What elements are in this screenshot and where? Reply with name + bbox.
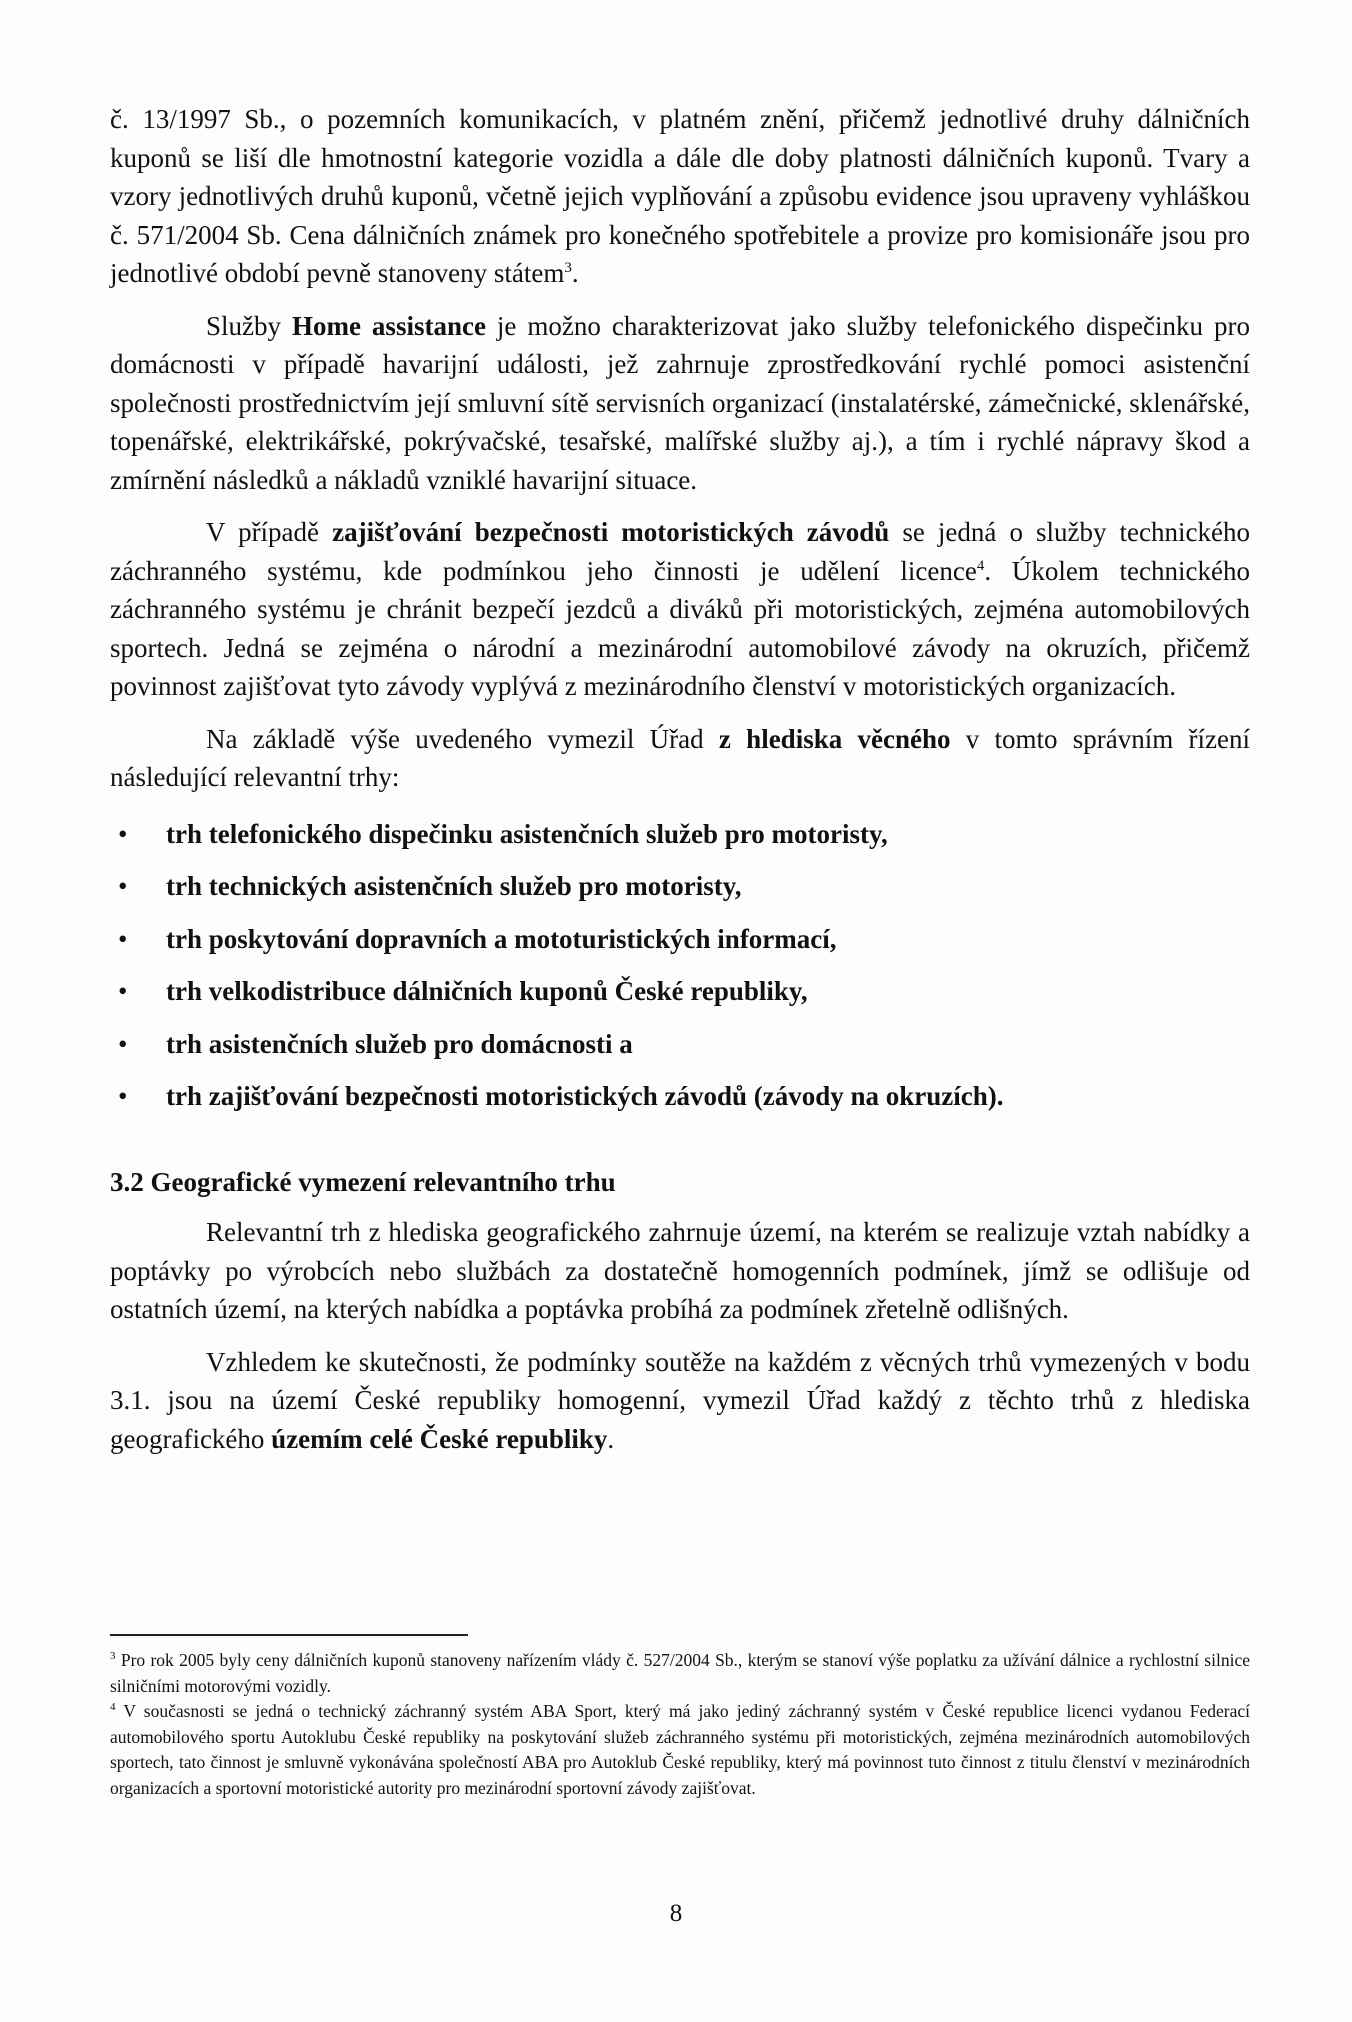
market-list-item <box>110 1025 1250 1063</box>
footnote-text: V současnosti se jedná o technický záchranný systém ABA Sport, který má jako jediný záchranný systém v České republice licenci vydanou Federací automobilového sportu Autoklubu České republiky na poskytování služeb záchranného systému při motoristických, zejména mezinárodních automobilových sportech, tato činnost je smluvně vykonávána společností ABA pro Autoklub České republiky, který má povinnost tuto činnost z titulu členství v mezinárodních organizacích a sportovní motoristické autority pro mezinárodní sportovní závody zajišťovat. <box>110 1701 1250 1798</box>
paragraph-text: se jedná o služby technického záchranného systému, kde podmínkou jeho činnosti je udělení licence <box>110 517 1250 586</box>
emphasis-text: zajišťování bezpečnosti motoristických závodů <box>332 517 890 547</box>
market-label: trh asistenčních služeb pro domácnosti a <box>166 1028 633 1059</box>
market-label: trh poskytování dopravních a mototuristických informací, <box>166 923 837 954</box>
footnotes <box>110 1648 1250 1801</box>
footnote-reference: 4 <box>976 557 985 574</box>
market-label: trh technických asistenčních služeb pro motoristy, <box>166 871 742 901</box>
market-label: trh zajišťování bezpečnosti motoristických závodů (závody na okruzích). <box>166 1081 1004 1111</box>
emphasis-text: z hlediska věcného <box>718 723 951 754</box>
page-body <box>110 100 1250 1458</box>
page-number: 8 <box>669 1900 683 1927</box>
paragraph <box>110 100 1250 293</box>
paragraph-text: . <box>571 258 579 288</box>
paragraph-gap <box>110 499 1250 513</box>
bullet-icon: • <box>118 818 128 849</box>
footnote-separator <box>110 1634 468 1636</box>
market-list-item <box>110 972 1250 1010</box>
paragraph-text: Vzhledem ke skutečnosti, že podmínky soutěže na každém z věcných trhů vymezených v bodu 3.1. jsou na území České republiky homogenní, vymezil Úřad každý z těchto trhů z hlediska geografického <box>110 1346 1250 1454</box>
bullet-icon: • <box>118 871 128 901</box>
paragraph-text: č. 13/1997 Sb., o pozemních komunikacích, v platném znění, přičemž jednotlivé druhy dálničních kuponů se liší dle hmotnostní kategorie vozidla a dále dle doby platnosti dálničních kuponů. Tvary a vzory jednotlivých druhů kuponů, včetně jejich vyplňování a způsobu evidence jsou upraveny vyhláškou č. 571/2004 Sb. Cena dálničních známek pro konečného spotřebitele a provize pro komisionáře jsou pro jednotlivé období pevně stanoveny státem <box>110 104 1250 288</box>
paragraph-text: v tomto správním řízení následující relevantní trhy: <box>110 723 1250 792</box>
paragraph-text: . <box>607 1423 615 1454</box>
market-list-item <box>110 815 1250 853</box>
paragraph-gap <box>110 1329 1250 1343</box>
section-heading: 3.2 Geografické vymezení relevantního trhu <box>110 1167 616 1197</box>
market-list-item <box>110 867 1250 905</box>
market-label: trh telefonického dispečinku asistenčních služeb pro motoristy, <box>166 818 888 849</box>
footnote-reference: 3 <box>564 260 572 276</box>
market-label: trh velkodistribuce dálničních kuponů České republiky, <box>166 976 808 1006</box>
paragraph-gap <box>110 293 1250 307</box>
footnote-4 <box>110 1699 1250 1801</box>
paragraph <box>110 513 1250 706</box>
paragraph <box>110 307 1250 500</box>
body-paragraphs-top <box>110 100 1250 797</box>
market-list-item <box>110 920 1250 958</box>
paragraph-text: Relevantní trh z hlediska geografického zahrnuje území, na kterém se realizuje vztah nabídky a poptávky po výrobcích nebo službách za dostatečně homogenních podmínek, jímž se odlišuje od ostatních území, na kterých nabídka a poptávka probíhá za podmínek zřetelně odlišných. <box>110 1217 1250 1324</box>
footnote-marker: 3 <box>110 1650 116 1663</box>
paragraph <box>110 1213 1250 1329</box>
emphasis-text: Home assistance <box>291 310 486 341</box>
body-paragraphs-bottom <box>110 1213 1250 1458</box>
relevant-markets-list <box>110 815 1250 1116</box>
bullet-icon: • <box>118 923 128 954</box>
paragraph-text: . Úkolem technického záchranného systému je chránit bezpečí jezdců a diváků při motoristických, zejména automobilových sportech. Jedná se zejména o národní a mezinárodní automobilové závody na okruzích, přičemž povinnost zajišťovat tyto závody vyplývá z mezinárodního členství v motoristických organizacích. <box>110 555 1250 701</box>
bullet-icon: • <box>118 1081 128 1111</box>
footnote-marker: 4 <box>110 1701 116 1714</box>
paragraph-text: Na základě výše uvedeného vymezil Úřad <box>206 723 719 754</box>
footnote-3 <box>110 1648 1250 1699</box>
emphasis-text: územím celé České republiky <box>271 1423 608 1454</box>
paragraph-text: je možno charakterizovat jako služby telefonického dispečinku pro domácnosti v případě havarijní události, jež zahrnuje zprostředkování rychlé pomoci asistenční společnosti prostřednictvím její smluvní sítě servisních organizací (instalatérské, zámečnické, sklenářské, topenářské, elektrikářské, pokrývačské, tesařské, malířské služby aj.), a tím i rychlé nápravy škod a zmírnění následků a nákladů vzniklé havarijní situace. <box>110 310 1250 495</box>
market-list-item <box>110 1077 1250 1115</box>
paragraph-text: V případě <box>206 517 333 547</box>
bullet-icon: • <box>118 1028 128 1059</box>
footnote-text: Pro rok 2005 byly ceny dálničních kuponů stanoveny nařízením vlády č. 527/2004 Sb., kterým se stanoví výše poplatku za užívání dálnice a rychlostní silnice silničními motorovými vozidly. <box>110 1650 1250 1696</box>
bullet-icon: • <box>118 976 128 1006</box>
paragraph-text: Služby <box>206 310 292 341</box>
paragraph <box>110 720 1250 797</box>
paragraph-gap <box>110 706 1250 720</box>
paragraph <box>110 1343 1250 1459</box>
